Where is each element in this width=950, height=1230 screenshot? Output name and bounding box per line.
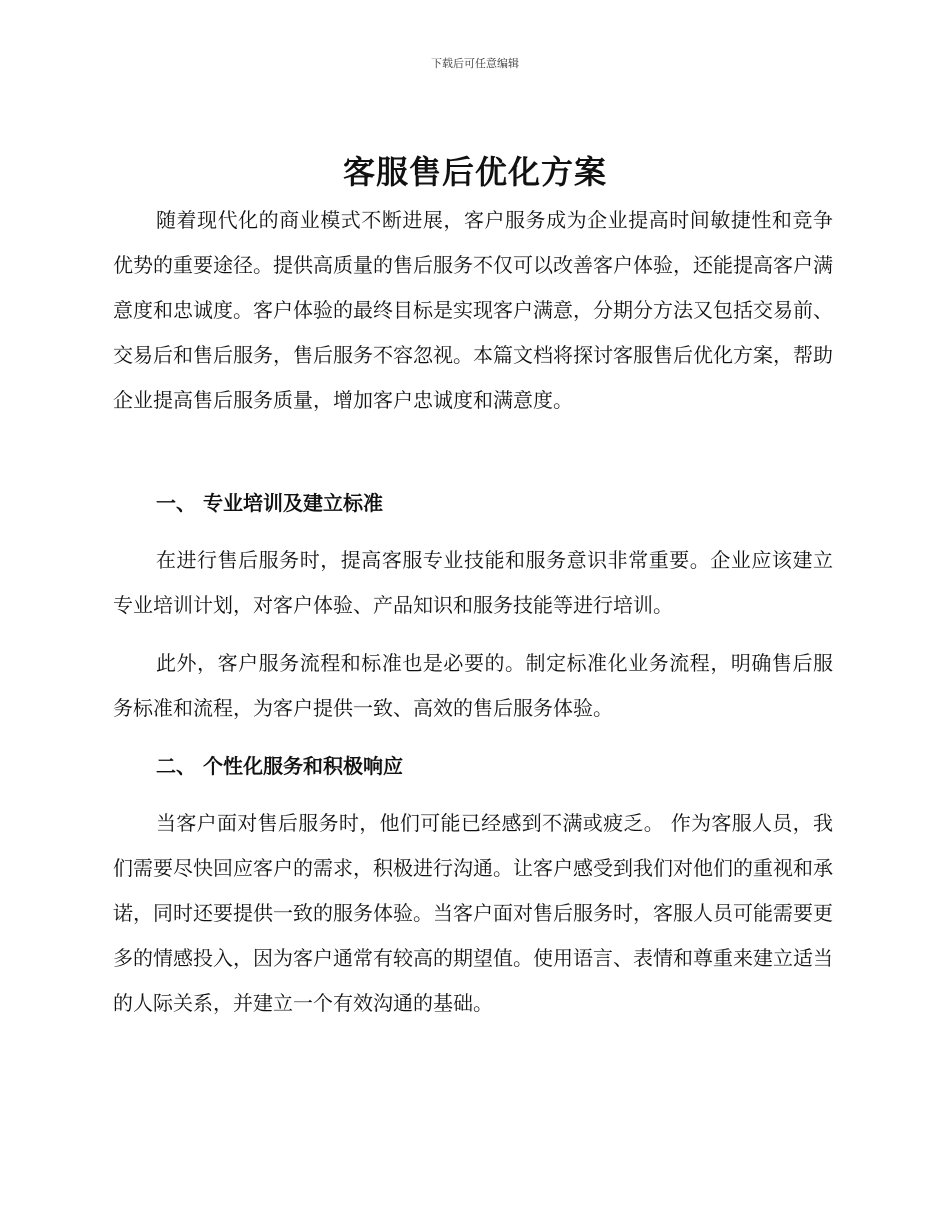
section-heading-2: 二、 个性化服务和积极响应 <box>156 754 403 778</box>
section-1-paragraph-2: 此外，客户服务流程和标准也是必要的。制定标准化业务流程，明确售后服务标准和流程，为客户提供一致、高效的售后服务体验。 <box>113 651 833 720</box>
section-2-paragraph-1: 当客户面对售后服务时，他们可能已经感到不满或疲乏。 作为客服人员，我们需要尽快回应客户的需求，积极进行沟通。让客户感受到我们对他们的重视和承诺，同时还要提供一致的服务体验。当客户面对售后服务时，客服人员可能需要更多的情感投入，因为客户通常有较高的期望值。使用语言、表情和尊重来建立适当的人际关系，并建立一个有效沟通的基础。 <box>113 811 833 1015</box>
section-1-paragraph-1: 在进行售后服务时，提高客服专业技能和服务意识非常重要。企业应该建立专业培训计划，对客户体验、产品知识和服务技能等进行培训。 <box>113 548 833 617</box>
intro-paragraph: 随着现代化的商业模式不断进展，客户服务成为企业提高时间敏捷性和竞争优势的重要途径。提供高质量的售后服务不仅可以改善客户体验，还能提高客户满意度和忠诚度。客户体验的最终目标是实现客户满意，分期分方法又包括交易前、交易后和售后服务，售后服务不容忽视。本篇文档将探讨客服售后优化方案，帮助企业提高售后服务质量，增加客户忠诚度和满意度。 <box>113 208 833 412</box>
header-note: 下载后可任意编辑 <box>431 57 519 70</box>
page-title: 客服售后优化方案 <box>342 153 607 191</box>
section-heading-1: 一、 专业培训及建立标准 <box>156 491 383 515</box>
